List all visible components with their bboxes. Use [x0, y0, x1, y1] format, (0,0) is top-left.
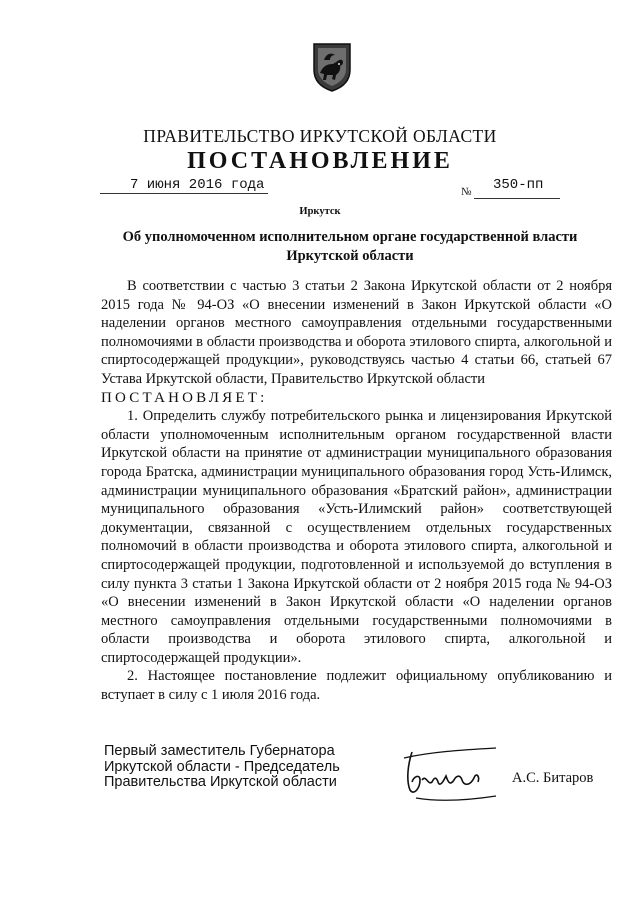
number-underline — [474, 198, 560, 199]
resolves-word: ПОСТАНОВЛЯЕТ: — [101, 389, 268, 406]
signatory-position — [104, 744, 340, 791]
irkutsk-coat-of-arms-icon — [311, 40, 353, 92]
clause-1-paragraph: 1. Определить службу потребительского рынка и лицензирования Иркутской области уполномоченным исполнительным органом государственной власти Иркутской области на принятие от администрации муниципального образования города Братска, администрации муниципального образования город Усть-Илимск, администрации муниципального образования «Братский район», администрации муниципального образования «Усть-Илимский район» соответствующей документации, связанной с осуществлением отдельных государственных полномочий в области производства и оборота этилового спирта, алкогольной и спиртосодержащей продукции, подготовленной и используемой до вступления в силу пункта 3 статьи 1 Закона Иркутской области от 2 ноября 2015 года № 94-ОЗ «О внесении изменений в Закон Иркутской области «О наделении органов местного самоуправления отдельными государственными полномочиями в области производства и оборота этилового спирта, алкогольной и спиртосодержащей продукции». — [101, 408, 612, 666]
position-line: Правительства Иркутской области — [104, 774, 337, 790]
number-sign: № — [461, 186, 472, 198]
document-type-title: ПОСТАНОВЛЕНИЕ — [187, 148, 453, 174]
position-line: Иркутской области - Председатель — [104, 758, 340, 775]
clause-2-paragraph: 2. Настоящее постановление подлежит официальному опубликованию и вступает в силу с 1 июля 2016 года. — [101, 668, 612, 704]
document-heading: Об уполномоченном исполнительном органе государственной власти Иркутской области — [122, 229, 578, 264]
handwritten-signature — [400, 742, 500, 804]
government-title: ПРАВИТЕЛЬСТВО ИРКУТСКОЙ ОБЛАСТИ — [143, 126, 497, 146]
document-number: 350-пп — [493, 177, 544, 193]
document-body — [101, 277, 612, 705]
preamble-paragraph: В соответствии с частью 3 статьи 2 Закона Иркутской области от 2 ноября 2015 года № 94-ОЗ «О внесении изменений в Закон Иркутской области «О наделении органов местного самоуправления отдельными государственными полномочиями в области производства и оборота этилового спирта, алкогольной и спиртосодержащей продукции», руководствуясь частью 4 статьи 66, статьей 67 Устава Иркутской области, Правительство Иркутской области — [101, 278, 612, 387]
city-name: Иркутск — [299, 206, 341, 217]
date-underline — [100, 193, 268, 194]
signatory-name: А.С. Битаров — [512, 770, 594, 786]
position-line: Первый заместитель Губернатора — [104, 743, 335, 759]
document-date: 7 июня 2016 года — [130, 177, 265, 193]
